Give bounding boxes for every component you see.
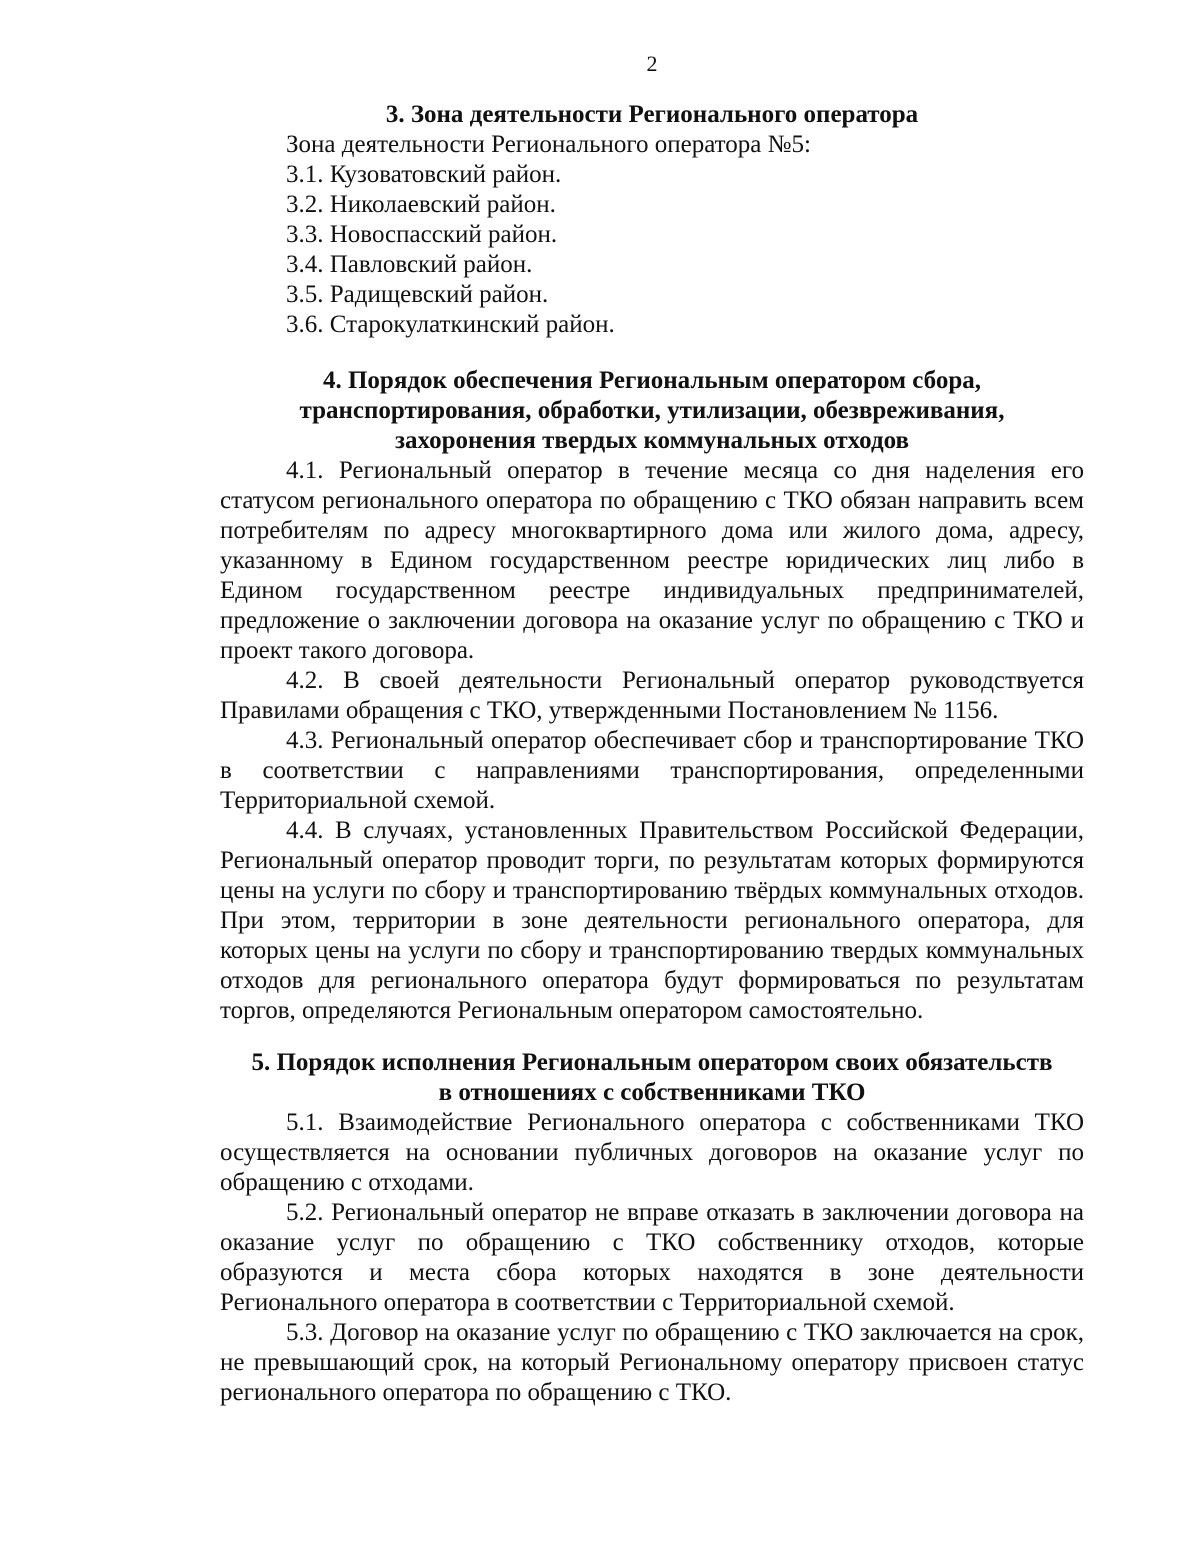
list-item: 3.3. Новоспасский район. [286, 221, 558, 248]
list-item: 3.4. Павловский район. [286, 251, 533, 278]
list-item: 3.2. Николаевский район. [286, 191, 556, 218]
list-item: 3.1. Кузоватовский район. [286, 161, 562, 188]
section-5-title-line: в отношениях с собственниками ТКО [438, 1079, 866, 1106]
paragraph-5-3: 5.3. Договор на оказание услуг по обращению с ТКО заключается на срок, не превышающий срок, на который Региональному оператору присвоен статус регионального оператора по обращению с ТКО. [220, 1319, 1084, 1406]
list-item: 3.6. Старокулаткинский район. [286, 311, 615, 338]
paragraph-5-2: 5.2. Региональный оператор не вправе отказать в заключении договора на оказание услуг по обращению с ТКО собственнику отходов, которые образуются и места сбора которых находятся в зоне деятельности Регионального оператора в соответствии с Территориальной схемой. [220, 1199, 1084, 1316]
section-3-list [220, 130, 1084, 340]
section-3-intro: Зона деятельности Регионального оператора №5: [286, 131, 811, 158]
section-4-title-line: транспортирования, обработки, утилизации, обезвреживания, [299, 397, 1005, 424]
section-4-title-line: 4. Порядок обеспечения Региональным оператором сбора, [322, 367, 981, 394]
paragraph-4-1: 4.1. Региональный оператор в течение месяца со дня наделения его статусом регионального оператора по обращению с ТКО обязан направить всем потребителям по адресу многоквартирного дома или жилого дома, адресу, указанному в Едином государственном реестре юридических лиц либо в Едином государственном реестре индивидуальных предпринимателей, предложение о заключении договора на оказание услуг по обращению с ТКО и проект такого договора. [220, 457, 1084, 664]
section-5-title-line: 5. Порядок исполнения Региональным оператором своих обязательств [251, 1049, 1053, 1076]
document-page [220, 50, 1084, 1408]
section-3-title: 3. Зона деятельности Регионального оператора [385, 101, 919, 128]
section-4-title [220, 366, 1084, 456]
page-number: 2 [646, 51, 658, 76]
paragraph-4-2: 4.2. В своей деятельности Региональный оператор руководствуется Правилами обращения с ТКО, утвержденными Постановлением № 1156. [220, 667, 1084, 724]
section-4-title-line: захоронения твердых коммунальных отходов [395, 427, 909, 454]
paragraph-4-3: 4.3. Региональный оператор обеспечивает сбор и транспортирование ТКО в соответствии с направлениями транспортирования, определенными Территориальной схемой. [220, 727, 1084, 814]
list-item: 3.5. Радищевский район. [286, 281, 549, 308]
paragraph-4-4: 4.4. В случаях, установленных Правительством Российской Федерации, Региональный оператор проводит торги, по результатам которых формируются цены на услуги по сбору и транспортированию твёрдых коммунальных отходов. При этом, территории в зоне деятельности регионального оператора, для которых цены на услуги по сбору и транспортированию твердых коммунальных отходов для регионального оператора будут формироваться по результатам торгов, определяются Региональным оператором самостоятельно. [220, 817, 1084, 1024]
paragraph-5-1: 5.1. Взаимодействие Регионального оператора с собственниками ТКО осуществляется на основании публичных договоров на оказание услуг по обращению с отходами. [220, 1109, 1084, 1196]
section-5-title [200, 1048, 1104, 1108]
